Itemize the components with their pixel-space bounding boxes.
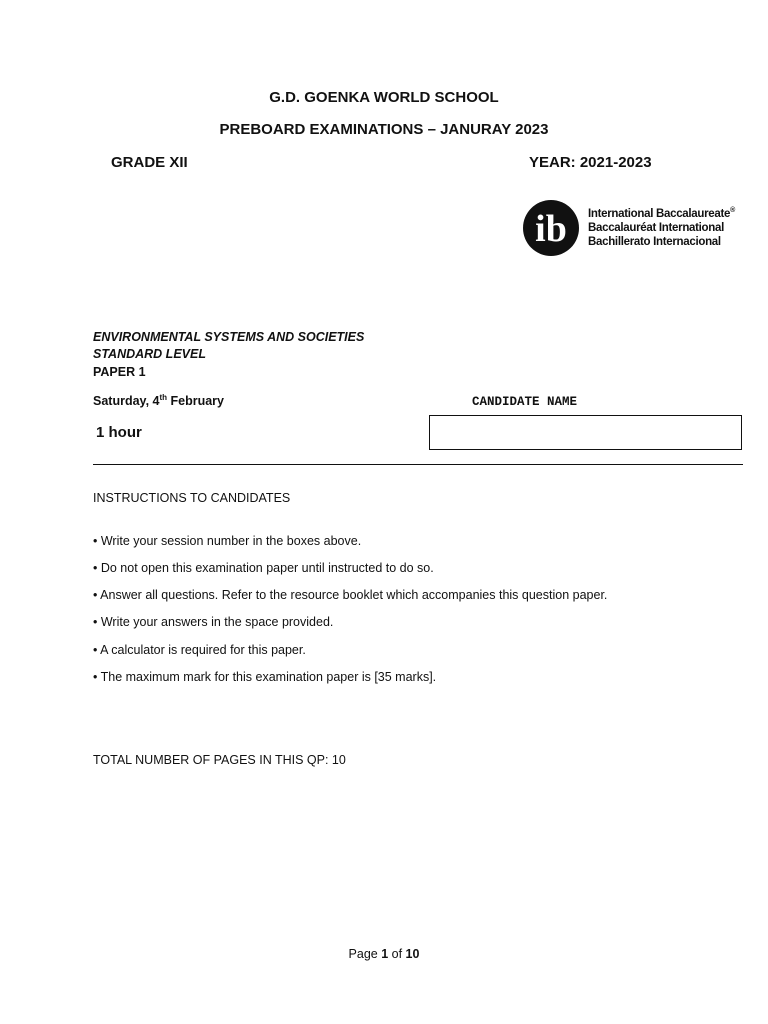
total-pages: 10: [405, 947, 420, 961]
divider: [93, 464, 743, 465]
instruction-item: • A calculator is required for this paper.: [93, 643, 306, 657]
grade-label: GRADE XII: [111, 154, 188, 171]
exam-title: PREBOARD EXAMINATIONS – JANURAY 2023: [219, 121, 549, 138]
ib-line-2: Baccalauréat International: [588, 221, 725, 234]
paper-label: PAPER 1: [93, 365, 146, 379]
page-number: [0, 947, 768, 961]
candidate-name-label: CANDIDATE NAME: [472, 395, 578, 409]
ib-line-1: International Baccalaureate: [588, 207, 731, 220]
ib-logo-mark: ib: [535, 208, 567, 250]
date-ordinal: th: [159, 393, 168, 402]
instruction-item: • Answer all questions. Refer to the resource booklet which accompanies this question paper.: [93, 588, 608, 602]
current-page: 1: [381, 947, 389, 961]
instruction-item: • Write your session number in the boxes above.: [93, 534, 362, 548]
ib-wordmark: [588, 204, 735, 249]
subject-title: ENVIRONMENTAL SYSTEMS AND SOCIETIES: [93, 330, 365, 344]
ib-registered-mark: ®: [730, 207, 735, 214]
exam-date: [93, 393, 224, 408]
instruction-item: • Do not open this examination paper until instructed to do so.: [93, 561, 434, 575]
school-name: G.D. GOENKA WORLD SCHOOL: [269, 89, 499, 106]
level-label: STANDARD LEVEL: [93, 347, 206, 361]
total-pages-note: TOTAL NUMBER OF PAGES IN THIS QP: 10: [93, 753, 346, 767]
instructions-title: INSTRUCTIONS TO CANDIDATES: [93, 491, 291, 505]
date-month: February: [167, 394, 224, 409]
page-word: Page: [348, 947, 382, 961]
instruction-item: • The maximum mark for this examination paper is [35 marks].: [93, 670, 437, 684]
year-label: YEAR: 2021-2023: [529, 154, 652, 171]
instruction-item: • Write your answers in the space provided.: [93, 615, 334, 629]
of-word: of: [388, 947, 406, 961]
duration-label: 1 hour: [96, 424, 142, 441]
ib-logo-icon: [522, 199, 580, 257]
date-prefix: Saturday, 4: [93, 394, 160, 409]
ib-line-3: Bachillerato Internacional: [588, 235, 721, 248]
candidate-name-field[interactable]: [429, 415, 742, 450]
